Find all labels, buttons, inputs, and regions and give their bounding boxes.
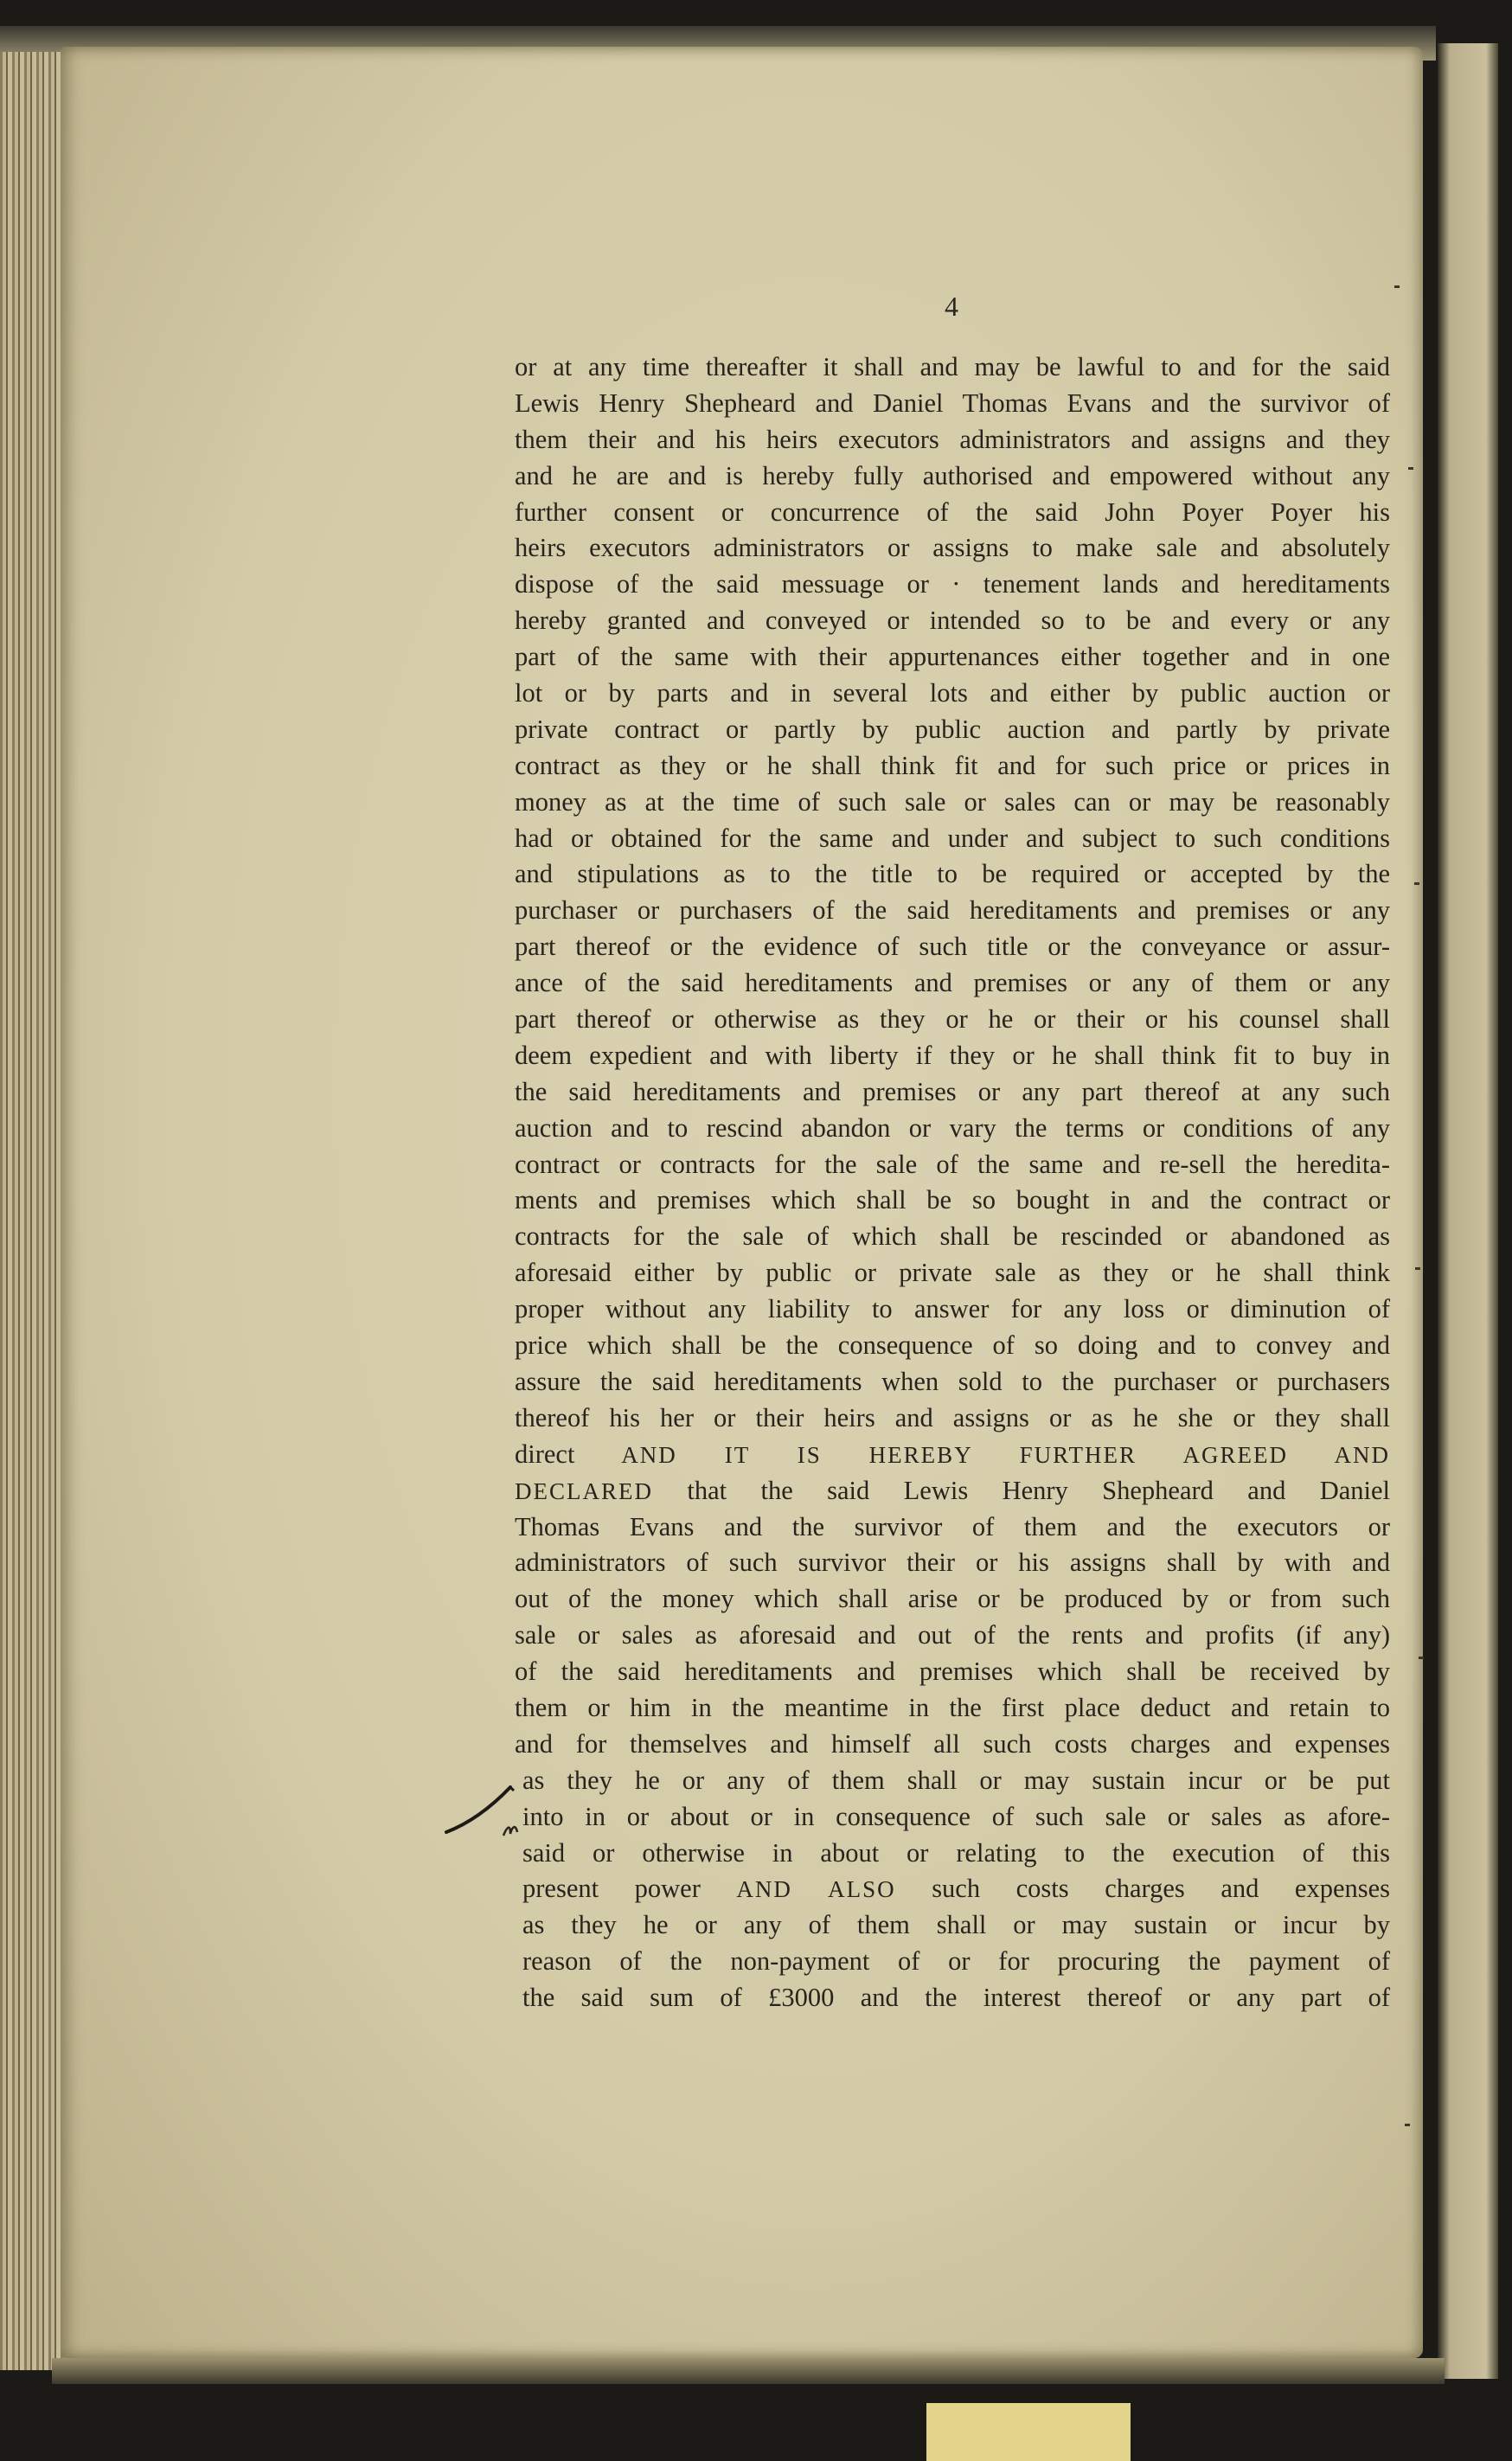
text-line [515, 1437, 1390, 1473]
line-text: price which shall be the consequence of so doing and to convey and [515, 1330, 1390, 1361]
text-line [515, 1364, 1390, 1400]
line-text: ments and premises which shall be so bought in and the contract or [515, 1185, 1390, 1215]
text-line [515, 349, 1390, 386]
line-text: direct [515, 1439, 575, 1469]
line-text: out of the money which shall arise or be produced by or from such [515, 1584, 1390, 1614]
text-line [515, 1182, 1390, 1219]
text-line [515, 458, 1390, 495]
line-text: them their and his heirs executors administrators and assigns and they [515, 424, 1390, 454]
line-text: as they he or any of them shall or may sustain or incur by [522, 1910, 1390, 1940]
line-text: as they he or any of them shall or may sustain incur or be put [522, 1765, 1390, 1795]
text-line [515, 785, 1390, 821]
line-text: the said sum of £3000 and the interest thereof or any part of [522, 1983, 1390, 2013]
line-text: administrators of such survivor their or his assigns shall by with and [515, 1548, 1390, 1578]
text-line [515, 1255, 1390, 1291]
text-line [522, 1907, 1390, 1944]
line-text: part of the same with their appurtenances either together and in one [515, 642, 1390, 672]
line-text: proper without any liability to answer for any loss or diminution of [515, 1294, 1390, 1324]
text-line [515, 386, 1390, 422]
line-text: dispose of the said messuage or · tenement lands and hereditaments [515, 569, 1390, 599]
text-line [515, 1545, 1390, 1581]
line-text: such costs charges and expenses [932, 1874, 1391, 1904]
line-text: and stipulations as to the title to be required or accepted by the [515, 859, 1390, 889]
text-line [515, 821, 1390, 857]
text-line [522, 1799, 1390, 1836]
line-text: Lewis Henry Shepheard and Daniel Thomas Evans and the survivor of [515, 388, 1390, 418]
text-line [522, 1836, 1390, 1872]
handwritten-margin-mark [443, 1782, 538, 1851]
text-line [515, 856, 1390, 893]
line-text: or at any time thereafter it shall and may be lawful to and for the said [515, 352, 1390, 381]
text-line [515, 1147, 1390, 1183]
text-line [515, 1473, 1390, 1509]
line-text: private contract or partly by public auction and partly by private [515, 714, 1390, 744]
line-text: aforesaid either by public or private sale as they or he shall think [515, 1258, 1390, 1288]
line-text: deem expedient and with liberty if they or he shall think fit to buy in [515, 1040, 1390, 1070]
line-text: money as at the time of such sale or sales can or may be reasonably [515, 786, 1390, 817]
line-text: of the said hereditaments and premises which shall be received by [515, 1657, 1390, 1687]
text-line [515, 422, 1390, 458]
text-line [515, 1074, 1390, 1111]
text-line [522, 1980, 1390, 2016]
text-line [515, 1654, 1390, 1690]
emphasis-text: AND ALSO [736, 1876, 896, 1903]
text-line [515, 530, 1390, 567]
margin-tick [1405, 2124, 1410, 2126]
body-text [515, 349, 1390, 2016]
line-text: ance of the said hereditaments and premises or any of them or any [515, 968, 1390, 998]
line-text: that the said Lewis Henry Shepheard and Daniel [687, 1475, 1391, 1505]
margin-tick [1419, 1657, 1424, 1659]
text-line [522, 1944, 1390, 1980]
text-line [515, 567, 1390, 603]
line-text: part thereof or otherwise as they or he or their or his counsel shall [515, 1004, 1390, 1035]
adjacent-page-edge [1438, 43, 1498, 2379]
text-line [515, 1400, 1390, 1437]
line-text: auction and to rescind abandon or vary the terms or conditions of any [515, 1112, 1390, 1143]
text-line [515, 1727, 1390, 1763]
page-number: 4 [945, 291, 958, 322]
text-line [515, 1690, 1390, 1727]
margin-tick [1394, 285, 1400, 288]
line-text: them or him in the meantime in the first place deduct and retain to [515, 1692, 1390, 1722]
line-text: further consent or concurrence of the said John Poyer Poyer his [515, 497, 1390, 527]
line-text: thereof his her or their heirs and assigns or as he she or they shall [515, 1402, 1390, 1432]
text-line [515, 1002, 1390, 1038]
text-line [515, 1291, 1390, 1328]
line-text: contract as they or he shall think fit and for such price or prices in [515, 750, 1390, 780]
line-text: the said hereditaments and premises or any part thereof at any such [515, 1076, 1390, 1106]
text-line [515, 893, 1390, 929]
book-bottom-edge [52, 2358, 1445, 2384]
text-line [515, 1219, 1390, 1255]
line-text: purchaser or purchasers of the said hereditaments and premises or any [515, 895, 1390, 926]
text-line [515, 639, 1390, 676]
line-text: and he are and is hereby fully authorised and empowered without any [515, 460, 1390, 490]
line-text: Thomas Evans and the survivor of them and the executors or [515, 1511, 1390, 1541]
line-text: part thereof or the evidence of such title or the conveyance or assur- [515, 932, 1390, 962]
sticky-note-tab [926, 2403, 1131, 2461]
text-line [515, 1111, 1390, 1147]
line-text: and for themselves and himself all such costs charges and expenses [515, 1728, 1390, 1759]
text-line [515, 929, 1390, 965]
line-text: hereby granted and conveyed or intended so to be and every or any [515, 606, 1390, 636]
line-text: reason of the non-payment of or for procuring the payment of [522, 1946, 1390, 1977]
line-text: had or obtained for the same and under and subject to such conditions [515, 823, 1390, 853]
emphasis-text: DECLARED [515, 1477, 653, 1504]
margin-tick [1414, 882, 1419, 885]
line-text: lot or by parts and in several lots and either by public auction or [515, 678, 1390, 708]
line-text: contracts for the sale of which shall be rescinded or abandoned as [515, 1221, 1390, 1252]
text-line [515, 1038, 1390, 1074]
line-text: present power [522, 1874, 701, 1904]
text-line [515, 676, 1390, 712]
emphasis-text: AND IT IS HEREBY FURTHER AGREED AND [621, 1441, 1390, 1468]
text-line [522, 1763, 1390, 1799]
text-line [515, 1509, 1390, 1546]
text-line [515, 1328, 1390, 1364]
text-line [515, 603, 1390, 639]
text-line [522, 1871, 1390, 1907]
line-text: assure the said hereditaments when sold to the purchaser or purchasers [515, 1366, 1390, 1396]
line-text: sale or sales as aforesaid and out of the rents and profits (if any) [515, 1620, 1390, 1650]
text-line [515, 1618, 1390, 1654]
line-text: heirs executors administrators or assigns to make sale and absolutely [515, 533, 1390, 563]
line-text: into in or about or in consequence of such sale or sales as afore- [522, 1801, 1390, 1831]
text-line [515, 1581, 1390, 1618]
margin-tick [1415, 1267, 1420, 1270]
text-line [515, 712, 1390, 748]
text-line [515, 748, 1390, 785]
line-text: said or otherwise in about or relating to the execution of this [522, 1837, 1390, 1868]
text-line [515, 495, 1390, 531]
margin-tick [1408, 467, 1413, 470]
line-text: contract or contracts for the sale of the same and re-sell the heredita- [515, 1149, 1390, 1179]
text-line [515, 965, 1390, 1002]
stacked-page-edges [0, 52, 67, 2370]
